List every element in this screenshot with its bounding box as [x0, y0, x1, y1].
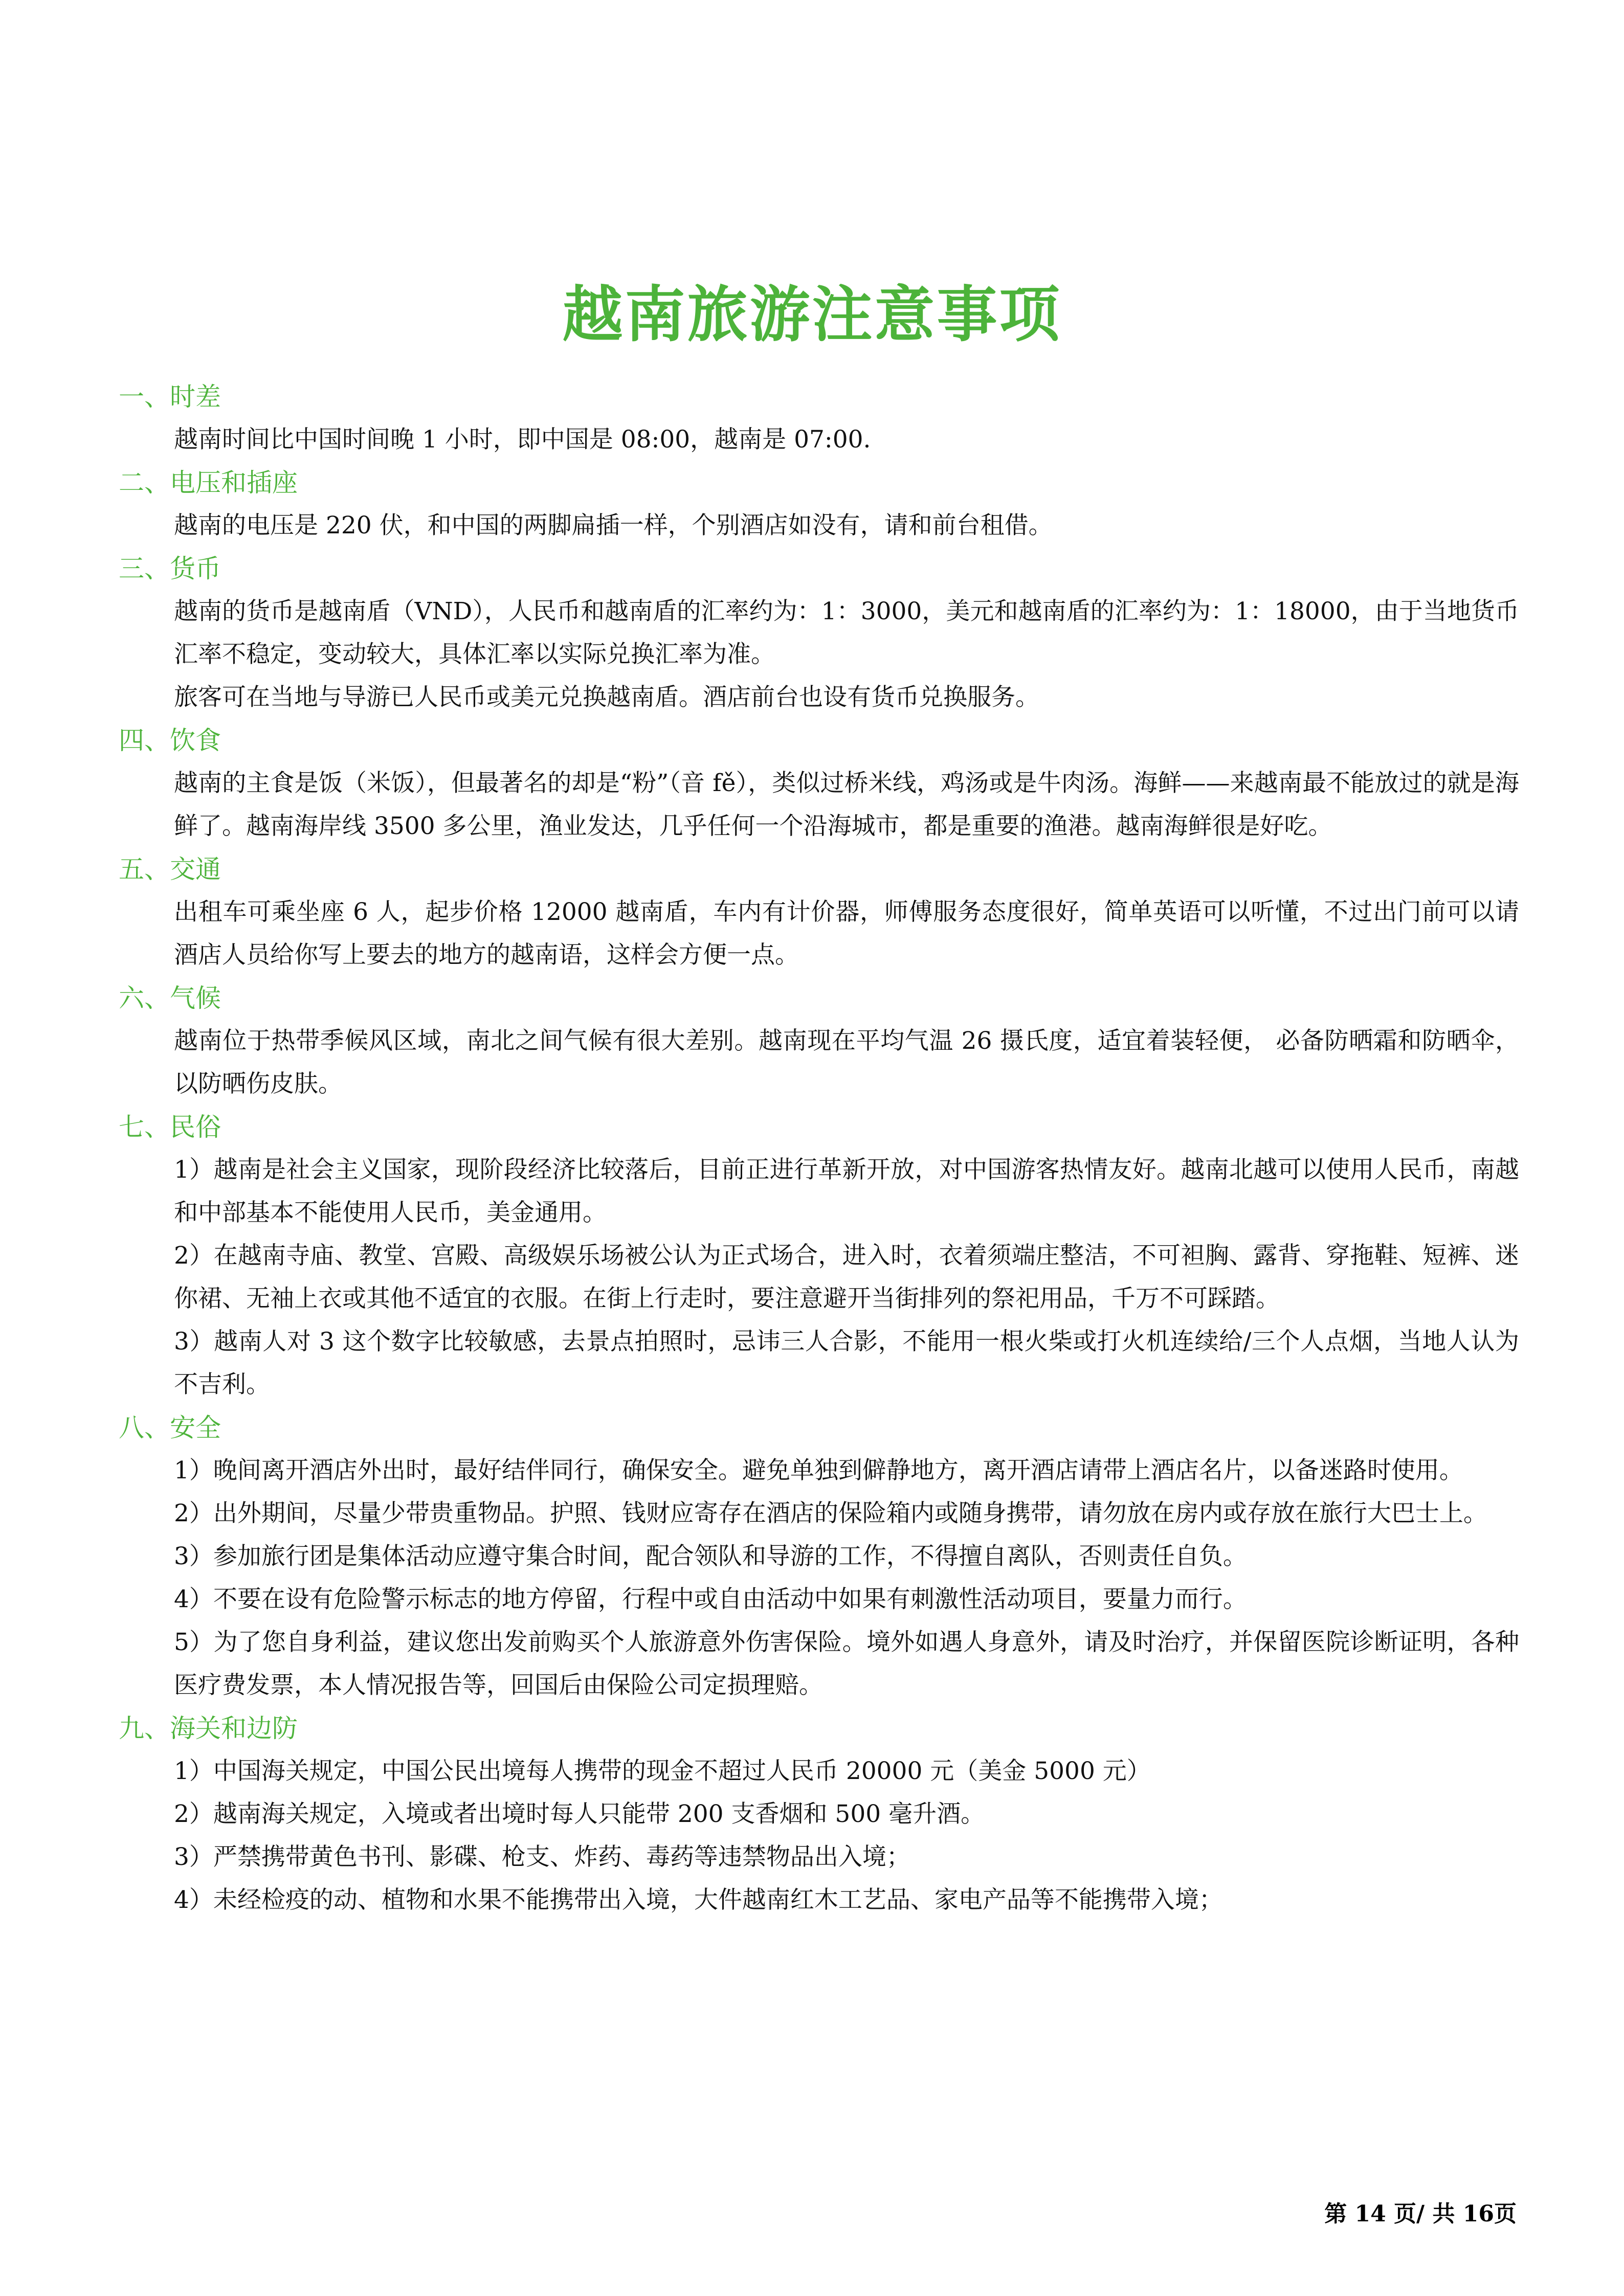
section-currency: [119, 547, 1519, 719]
paragraph: 1）晚间离开酒店外出时，最好结伴同行，确保安全。避免单独到僻静地方，离开酒店请带上酒店名片，以备迷路时使用。: [174, 1456, 1463, 1484]
page-number: 第 14 页/ 共 16页: [1324, 2201, 1517, 2227]
paragraph: 4）不要在设有危险警示标志的地方停留，行程中或自由活动中如果有刺激性活动项目，要量力而行。: [174, 1585, 1247, 1613]
section-transport: [119, 848, 1519, 977]
paragraph: 4）未经检疫的动、植物和水果不能携带出入境，大件越南红木工艺品、家电产品等不能携带入境；: [174, 1886, 1223, 1914]
section-safety: [119, 1406, 1519, 1707]
paragraph: 3）参加旅行团是集体活动应遵守集合时间，配合领队和导游的工作，不得擅自离队，否则责任自负。: [174, 1542, 1247, 1570]
paragraph: 越南的主食是饭（米饭），但最著名的却是“粉”（音 fě），类似过桥米线，鸡汤或是牛肉汤。海鲜——来越南最不能放过的就是海鲜了。越南海岸线 3500 多公里，渔业发达，几乎任何一个沿海城市，都是重要的渔港。越南海鲜很是好吃。: [174, 769, 1519, 840]
section-heading: 九、海关和边防: [119, 1714, 298, 1743]
section-heading: 一、时差: [119, 382, 221, 412]
paragraph: 越南时间比中国时间晚 1 小时，即中国是 08:00，越南是 07:00.: [174, 425, 871, 454]
section-heading: 三、货币: [119, 554, 221, 583]
document-body: [119, 375, 1519, 1922]
paragraph: 2）在越南寺庙、教堂、宫殿、高级娱乐场被公认为正式场合，进入时，衣着须端庄整洁，不可袒胸、露背、穿拖鞋、短裤、迷你裙、无袖上衣或其他不适宜的衣服。在街上行走时，要注意避开当街排列的祭祀用品，千万不可踩踏。: [174, 1242, 1519, 1313]
section-heading: 六、气候: [119, 983, 221, 1013]
paragraph: 3）越南人对 3 这个数字比较敏感，去景点拍照时，忌讳三人合影，不能用一根火柴或打火机连续给/三个人点烟，当地人认为不吉利。: [174, 1327, 1519, 1399]
section-climate: [119, 977, 1519, 1106]
paragraph: 出租车可乘坐座 6 人，起步价格 12000 越南盾，车内有计价器，师傅服务态度很好，简单英语可以听懂，不过出门前可以请酒店人员给你写上要去的地方的越南语，这样会方便一点。: [174, 898, 1519, 969]
paragraph: 越南的货币是越南盾（VND），人民币和越南盾的汇率约为：1：3000，美元和越南盾的汇率约为：1：18000，由于当地货币汇率不稳定，变动较大，具体汇率以实际兑换汇率为准。: [174, 597, 1519, 668]
page-title: 越南旅游注意事项: [562, 279, 1062, 350]
paragraph: 越南位于热带季候风区域，南北之间气候有很大差别。越南现在平均气温 26 摄氏度，适宜着装轻便， 必备防晒霜和防晒伞，以防晒伤皮肤。: [174, 1027, 1519, 1098]
section-heading: 二、电压和插座: [119, 468, 298, 498]
section-heading: 五、交通: [119, 854, 221, 884]
paragraph: 5）为了您自身利益，建议您出发前购买个人旅游意外伤害保险。境外如遇人身意外，请及时治疗，并保留医院诊断证明，各种医疗费发票，本人情况报告等，回国后由保险公司定损理赔。: [174, 1628, 1519, 1699]
paragraph: 2）越南海关规定，入境或者出境时每人只能带 200 支香烟和 500 毫升酒。: [174, 1800, 985, 1828]
paragraph: 越南的电压是 220 伏，和中国的两脚扁插一样，个别酒店如没有，请和前台租借。: [174, 511, 1053, 539]
paragraph: 1）越南是社会主义国家，现阶段经济比较落后，目前正进行革新开放，对中国游客热情友好。越南北越可以使用人民币，南越和中部基本不能使用人民币，美金通用。: [174, 1156, 1519, 1227]
section-customs-folk: [119, 1106, 1519, 1406]
section-heading: 七、民俗: [119, 1112, 221, 1142]
section-heading: 八、安全: [119, 1413, 221, 1443]
section-customs-border: [119, 1707, 1519, 1922]
section-heading: 四、饮食: [119, 726, 221, 755]
section-voltage: [119, 461, 1519, 547]
section-time-difference: [119, 375, 1519, 461]
paragraph: 2）出外期间，尽量少带贵重物品。护照、钱财应寄存在酒店的保险箱内或随身携带，请勿放在房内或存放在旅行大巴士上。: [174, 1499, 1487, 1527]
section-food: [119, 719, 1519, 848]
paragraph: 3）严禁携带黄色书刊、影碟、枪支、炸药、毒药等违禁物品出入境；: [174, 1843, 910, 1871]
paragraph: 旅客可在当地与导游已人民币或美元兑换越南盾。酒店前台也设有货币兑换服务。: [174, 683, 1039, 711]
paragraph: 1）中国海关规定，中国公民出境每人携带的现金不超过人民币 20000 元（美金 5000 元）: [174, 1757, 1151, 1785]
